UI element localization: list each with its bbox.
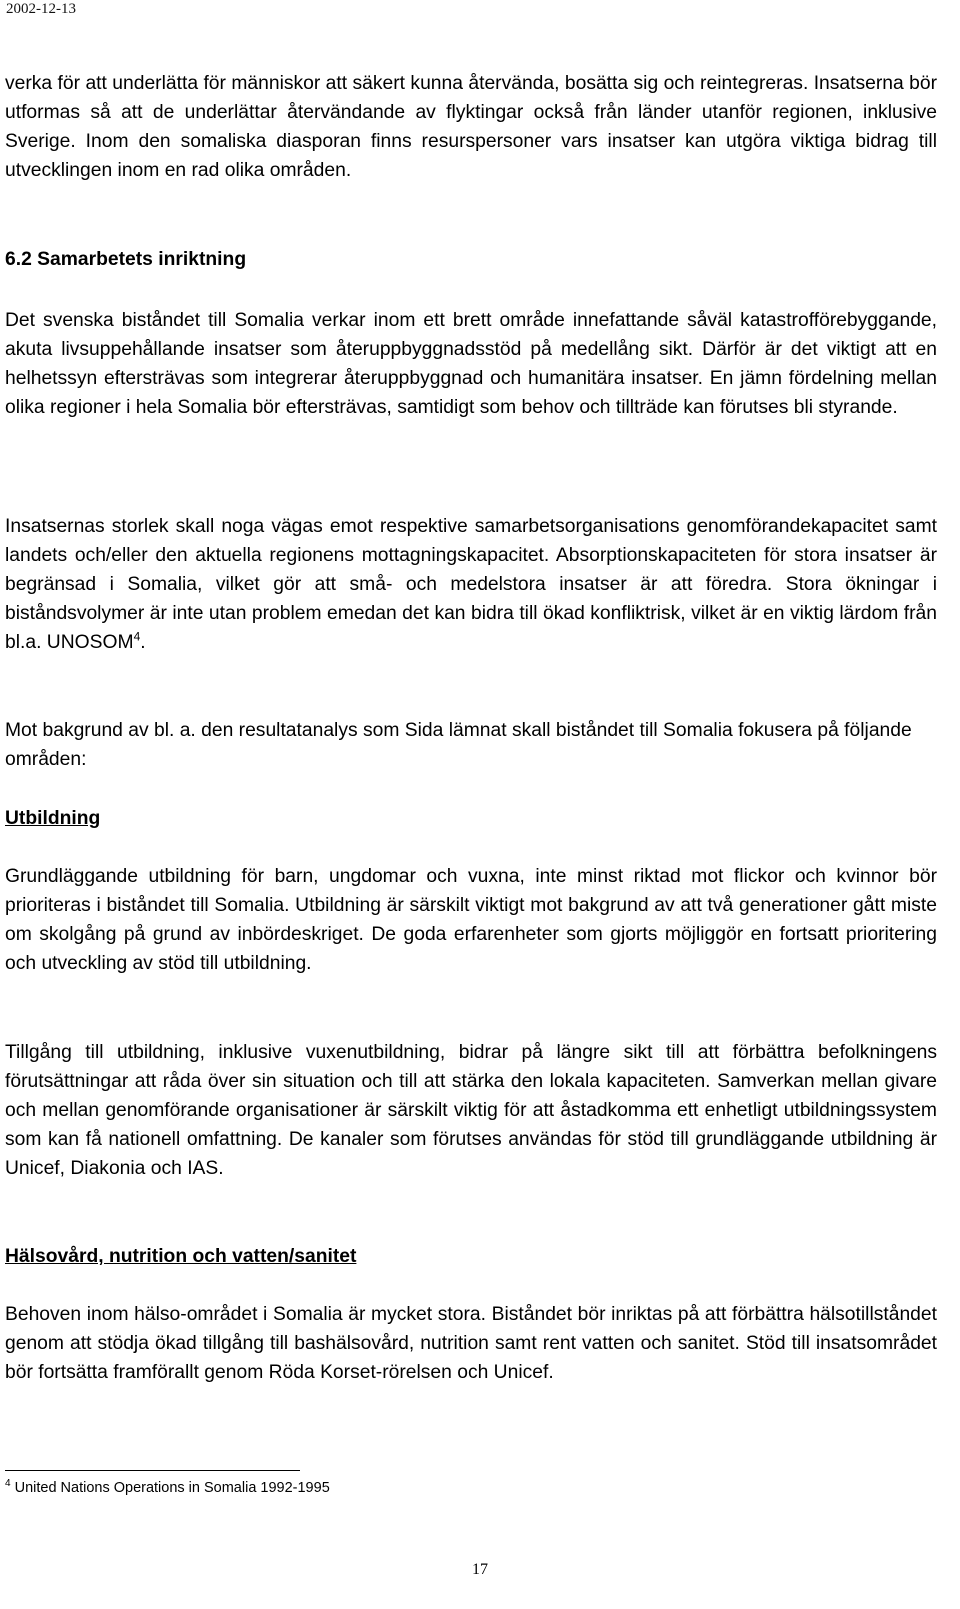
section-heading-6-2: 6.2 Samarbetets inriktning	[5, 249, 247, 270]
paragraph-health-needs: Behoven inom hälso-området i Somalia är mycket stora. Biståndet bör inriktas på att förbättra hälsotillståndet genom att stödja ökad tillgång till bashälsovård, nutrition samt rent vatten och sanitet. Stöd till insatsområdet bör fortsätta framförallt genom Röda Korset-rörelsen och Unicef.	[5, 1304, 937, 1383]
subheading-health: Hälsovård, nutrition och vatten/sanitet	[5, 1246, 357, 1267]
footnote	[5, 1478, 330, 1498]
footnote-reference[interactable]: 4	[133, 629, 141, 644]
paragraph-capacity	[5, 512, 937, 657]
footnote-separator	[5, 1470, 300, 1471]
subheading-education: Utbildning	[5, 808, 101, 829]
paragraph-capacity-end: .	[140, 632, 146, 653]
paragraph-capacity-text: Insatsernas storlek skall noga vägas emot respektive samarbetsorganisations genomförandekapacitet samt landets och/eller den aktuella regionens mottagningskapacitet. Absorptionskapaciteten för stora insatser är begränsad i Somalia, vilket gör att små- och medelstora insatser är att föredra. Stora ökningar i biståndsvolymer är inte utan problem emedan det kan bidra till ökad konfliktrisk, vilket är en viktig lärdom från bl.a. UNOSOM	[5, 516, 937, 653]
page-number: 17	[472, 1561, 488, 1578]
footnote-number: 4	[5, 1478, 11, 1490]
paragraph-cooperation-direction: Det svenska biståndet till Somalia verkar inom ett brett område innefattande såväl katastrofförebyggande, akuta livsuppehållande insatser som återuppbyggnadsstöd på medellång sikt. Därför är det viktigt att en helhetssyn eftersträvas som integrerar återuppbyggnad och humanitära insatser. En jämn fördelning mellan olika regioner i hela Somalia bör eftersträvas, samtidigt som behov och tillträde kan förutses bli styrande.	[5, 310, 937, 418]
paragraph-basic-education: Grundläggande utbildning för barn, ungdomar och vuxna, inte minst riktad mot flickor och kvinnor bör prioriteras i biståndet till Somalia. Utbildning är särskilt viktigt mot bakgrund av att två generationer gått miste om skolgång på grund av inbördeskriget. De goda erfarenheter som gjorts möjliggör en fortsatt prioritering och utveckling av stöd till utbildning.	[5, 866, 937, 974]
paragraph-diaspora: verka för att underlätta för människor att säkert kunna återvända, bosätta sig och reintegreras. Insatserna bör utformas så att de underlättar återvändande av flyktingar också från länder utanför regionen, inklusive Sverige. Inom den somaliska diasporan finns resurspersoner vars insatser kan utgöra viktiga bidrag till utvecklingen inom en rad olika områden.	[5, 73, 937, 181]
paragraph-focus-areas: Mot bakgrund av bl. a. den resultatanalys som Sida lämnat skall biståndet till Somalia fokusera på följande områden:	[5, 720, 912, 770]
paragraph-access-education: Tillgång till utbildning, inklusive vuxenutbildning, bidrar på längre sikt till att förbättra befolkningens förutsättningar att råda över sin situation och till att stärka den lokala kapaciteten. Samverkan mellan givare och mellan genomförande organisationer är särskilt viktig för att åstadkomma ett enhetligt utbildningssystem som kan få nationell omfattning. De kanaler som förutses användas för stöd till grundläggande utbildning är Unicef, Diakonia och IAS.	[5, 1042, 937, 1179]
header-date: 2002-12-13	[6, 1, 76, 17]
footnote-text: United Nations Operations in Somalia 1992-1995	[10, 1480, 330, 1496]
